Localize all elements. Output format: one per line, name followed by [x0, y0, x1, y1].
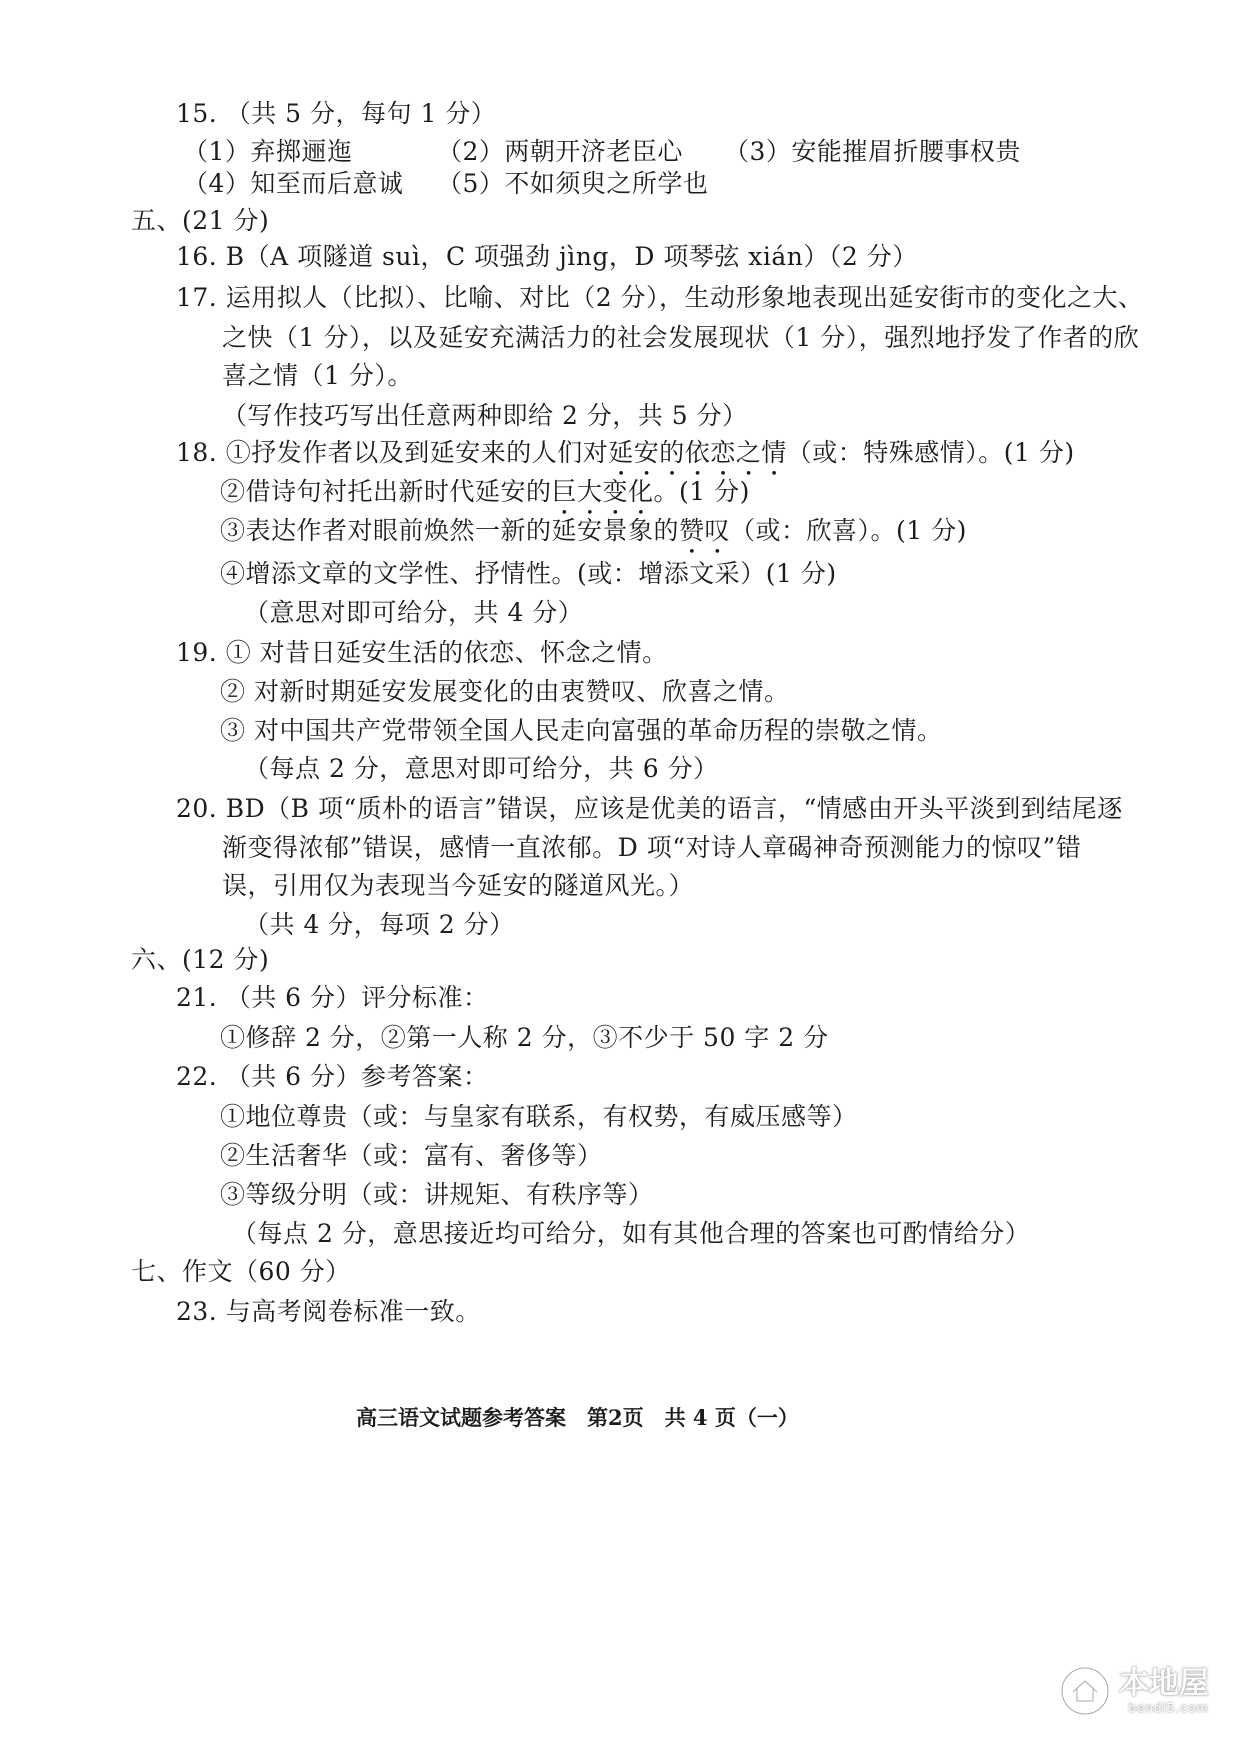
q21-header: 21. （共 6 分）评分标准：	[176, 983, 489, 1012]
q19-point-1: 19. ① 对昔日延安生活的依恋、怀念之情。	[176, 638, 668, 667]
q18-point-3-post: （或：欣喜）。(1 分)	[730, 516, 967, 545]
page-footer: 高三语文试题参考答案 第2页 共 4 页（一）	[356, 1405, 799, 1430]
section-5-heading: 五、(21 分)	[131, 206, 270, 235]
q18-point-2-emphasis: 巨大变化	[551, 477, 654, 506]
section-6-heading: 六、(12 分)	[131, 945, 270, 974]
q18-point-1-post: （或：特殊感情）。(1 分)	[786, 438, 1075, 467]
q17-line-1: 17. 运用拟人（比拟）、比喻、对比（2 分），生动形象地表现出延安街市的变化之大、	[176, 283, 1144, 312]
section-7-heading: 七、作文（60 分）	[131, 1257, 351, 1286]
q23-answer: 23. 与高考阅卷标准一致。	[176, 1297, 481, 1326]
q15-answer-5: （5）不如须臾之所学也	[437, 169, 709, 198]
q16-answer: 16. B（A 项隧道 suì，C 项强劲 jìng，D 项琴弦 xián）（2 分）	[176, 242, 918, 271]
q18-point-1-pre: 18. ①抒发作者以及到延安来的人们对	[176, 438, 609, 467]
q18-point-3	[220, 515, 967, 560]
q20-line-1: 20. BD（B 项“质朴的语言”错误，应该是优美的语言，“情感由开头平淡到到结尾逐	[176, 794, 1123, 823]
q17-scoring-note: （写作技巧写出任意两种即给 2 分，共 5 分）	[222, 401, 748, 430]
q22-point-2: ②生活奢华（或：富有、奢侈等）	[220, 1141, 603, 1170]
q22-point-1: ①地位尊贵（或：与皇家有联系，有权势，有威压感等）	[220, 1102, 858, 1131]
q19-point-2: ② 对新时期延安发展变化的由衷赞叹、欣喜之情。	[220, 677, 790, 706]
q18-point-1-emphasis: 延安的依恋之情	[608, 438, 787, 467]
q22-point-3: ③等级分明（或：讲规矩、有秩序等）	[220, 1180, 654, 1209]
watermark-text	[1119, 1667, 1209, 1715]
site-watermark	[1059, 1665, 1209, 1717]
q17-line-3: 喜之情（1 分）。	[222, 361, 413, 390]
q15-answer-4: （4）知至而后意诚	[183, 169, 404, 198]
q18-point-3-emphasis: 赞叹	[679, 516, 731, 545]
q15-answer-1: （1）弃掷逦迤	[183, 137, 353, 166]
q20-line-3: 误，引用仅为表现当今延安的隧道风光。）	[222, 871, 695, 900]
q19-point-3: ③ 对中国共产党带领全国人民走向富强的革命历程的崇敬之情。	[220, 716, 943, 745]
q18-point-2-pre: ②借诗句衬托出新时代延安的	[220, 477, 552, 506]
q20-line-2: 渐变得浓郁”错误，感情一直浓郁。D 项“对诗人章碣神奇预测能力的惊叹”错	[222, 833, 1082, 862]
q22-scoring-note: （每点 2 分，意思接近均可给分，如有其他合理的答案也可酌情给分）	[232, 1219, 1031, 1248]
q18-point-3-pre: ③表达作者对眼前焕然一新的延安景象的	[220, 516, 680, 545]
q15-header: 15. （共 5 分，每句 1 分）	[176, 99, 497, 128]
q20-scoring-note: （共 4 分，每项 2 分）	[244, 910, 515, 939]
watermark-url: bendi5.com	[1128, 1701, 1209, 1715]
watermark-title: 本地屋	[1119, 1666, 1209, 1701]
q18-point-2-post: 。(1 分)	[653, 477, 750, 506]
q21-criteria: ①修辞 2 分，②第一人称 2 分，③不少于 50 字 2 分	[220, 1023, 829, 1052]
q18-point-4: ④增添文章的文学性、抒情性。(或：增添文采）(1 分)	[220, 559, 837, 588]
q19-scoring-note: （每点 2 分，意思对即可给分，共 6 分）	[244, 754, 719, 783]
q18-scoring-note: （意思对即可给分，共 4 分）	[244, 598, 584, 627]
q15-answer-3: （3）安能摧眉折腰事权贵	[724, 137, 1021, 166]
q22-header: 22. （共 6 分）参考答案：	[176, 1062, 489, 1091]
q17-line-2: 之快（1 分），以及延安充满活力的社会发展现状（1 分），强烈地抒发了作者的欣	[222, 323, 1140, 352]
house-icon	[1059, 1665, 1111, 1717]
q15-answer-2: （2）两朝开济老臣心	[437, 137, 683, 166]
